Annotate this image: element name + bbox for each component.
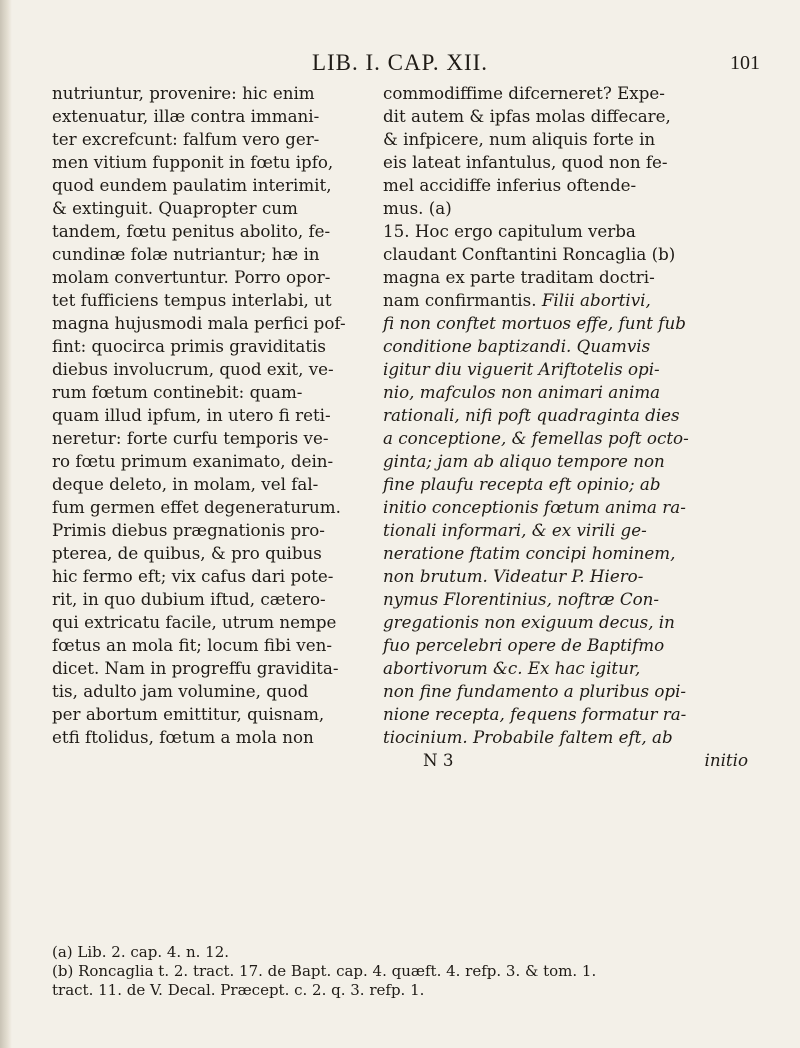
- text-line: commodiffime difcerneret? Expe-: [383, 83, 665, 103]
- text-line: magna ex parte traditam doctri-: [383, 267, 655, 287]
- text-line: igitur diu viguerit Ariftotelis opi-: [383, 359, 660, 379]
- text-line: neratione ftatim concipi hominem,: [383, 543, 676, 563]
- text-line: cundinæ folæ nutriantur; hæ in: [52, 244, 320, 264]
- text-line: per abortum emittitur, quisnam,: [52, 704, 325, 724]
- page-spine-shadow: [0, 0, 12, 1048]
- text-line: pterea, de quibus, & pro quibus: [52, 543, 322, 563]
- text-line: qui extricatu facile, utrum nempe: [52, 612, 337, 632]
- text-line: initio conceptionis fœtum anima ra-: [383, 497, 686, 517]
- text-line: tis, adulto jam volumine, quod: [52, 681, 309, 701]
- running-head: LIB. I. CAP. XII.: [311, 50, 489, 75]
- text-line: & infpicere, num aliquis forte in: [383, 129, 656, 149]
- footnotes: [52, 943, 752, 1000]
- footnote-line: tract. 11. de V. Decal. Præcept. c. 2. q. 3. refp. 1.: [52, 981, 425, 999]
- text-line: fuo percelebri opere de Baptifmo: [383, 635, 665, 655]
- footnote-line: (b) Roncaglia t. 2. tract. 17. de Bapt. cap. 4. quæft. 4. refp. 3. & tom. 1.: [52, 962, 597, 980]
- text-line: quod eundem paulatim interimit,: [52, 175, 332, 195]
- text-line: nymus Florentinius, noftræ Con-: [383, 589, 660, 609]
- text-line: fine plaufu recepta eft opinio; ab: [383, 474, 661, 494]
- right-column: [383, 82, 748, 772]
- text-line: dit autem & ipfas molas diffecare,: [383, 106, 671, 126]
- text-line: ginta; jam ab aliquo tempore non: [383, 451, 665, 471]
- text-line: rationali, nifi poft quadraginta dies: [383, 405, 680, 425]
- text-line: tet fufficiens tempus interlabi, ut: [52, 290, 332, 310]
- text-line: non brutum. Videatur P. Hiero-: [383, 566, 644, 586]
- signature-mark: N 3: [423, 750, 454, 770]
- text-line: quam illud ipfum, in utero fi reti-: [52, 405, 331, 425]
- text-line: neretur: forte curfu temporis ve-: [52, 428, 329, 448]
- text-line: deque deleto, in molam, vel fal-: [52, 474, 319, 494]
- text-line: [383, 289, 748, 312]
- text-line: gregationis non exiguum decus, in: [383, 612, 675, 632]
- text-line: extenuatur, illæ contra immani-: [52, 106, 320, 126]
- text-line: mel accidiffe inferius oftende-: [383, 175, 637, 195]
- italic-segment: Filii abortivi,: [541, 290, 651, 310]
- page-number: 101: [730, 52, 760, 74]
- left-column: [52, 82, 379, 749]
- text-line: nione recepta, fequens formatur ra-: [383, 704, 687, 724]
- text-segment: nam confirmantis.: [383, 290, 537, 310]
- text-line: tandem, fœtu penitus abolito, fe-: [52, 221, 331, 241]
- text-line: fum germen effet degeneraturum.: [52, 497, 341, 517]
- footnote-line: (a) Lib. 2. cap. 4. n. 12.: [52, 943, 230, 961]
- text-line: Primis diebus prægnationis pro-: [52, 520, 325, 540]
- text-line: conditione baptizandi. Quamvis: [383, 336, 651, 356]
- text-line: non fine fundamento a pluribus opi-: [383, 681, 687, 701]
- text-line: fœtus an mola fit; locum fibi ven-: [52, 635, 332, 655]
- text-line: a conceptione, & femellas poft octo-: [383, 428, 689, 448]
- text-line: dicet. Nam in progreffu gravidita-: [52, 658, 339, 678]
- text-line: mus. (a): [383, 198, 452, 218]
- text-line: hic fermo eft; vix cafus dari pote-: [52, 566, 334, 586]
- text-line: molam convertuntur. Porro opor-: [52, 267, 331, 287]
- text-line: men vitium fupponit in fœtu ipfo,: [52, 152, 334, 172]
- text-line: fi non conftet mortuos effe, funt fub: [383, 313, 686, 333]
- text-line: tiocinium. Probabile faltem eft, ab: [383, 727, 673, 747]
- text-line: magna hujusmodi mala perfici pof-: [52, 313, 346, 333]
- text-line: abortivorum &c. Ex hac igitur,: [383, 658, 641, 678]
- text-line: claudant Conftantini Roncaglia (b): [383, 244, 676, 264]
- text-line: ter excrefcunt: falfum vero ger-: [52, 129, 320, 149]
- text-line: etfi ftolidus, fœtum a mola non: [52, 727, 314, 747]
- text-line: 15. Hoc ergo capitulum verba: [383, 221, 636, 241]
- text-line: nio, mafculos non animari anima: [383, 382, 661, 402]
- text-line: rit, in quo dubium iftud, cætero-: [52, 589, 326, 609]
- text-line: rum fœtum continebit: quam-: [52, 382, 303, 402]
- text-line: fint: quocirca primis graviditatis: [52, 336, 326, 356]
- text-line: diebus involucrum, quod exit, ve-: [52, 359, 334, 379]
- text-line: eis lateat infantulus, quod non fe-: [383, 152, 668, 172]
- text-line: ro fœtu primum exanimato, dein-: [52, 451, 334, 471]
- catchword: initio: [704, 750, 748, 770]
- signature-line: [383, 749, 748, 772]
- text-line: & extinguit. Quapropter cum: [52, 198, 298, 218]
- text-line: tionali informari, & ex virili ge-: [383, 520, 647, 540]
- text-line: nutriuntur, provenire: hic enim: [52, 83, 315, 103]
